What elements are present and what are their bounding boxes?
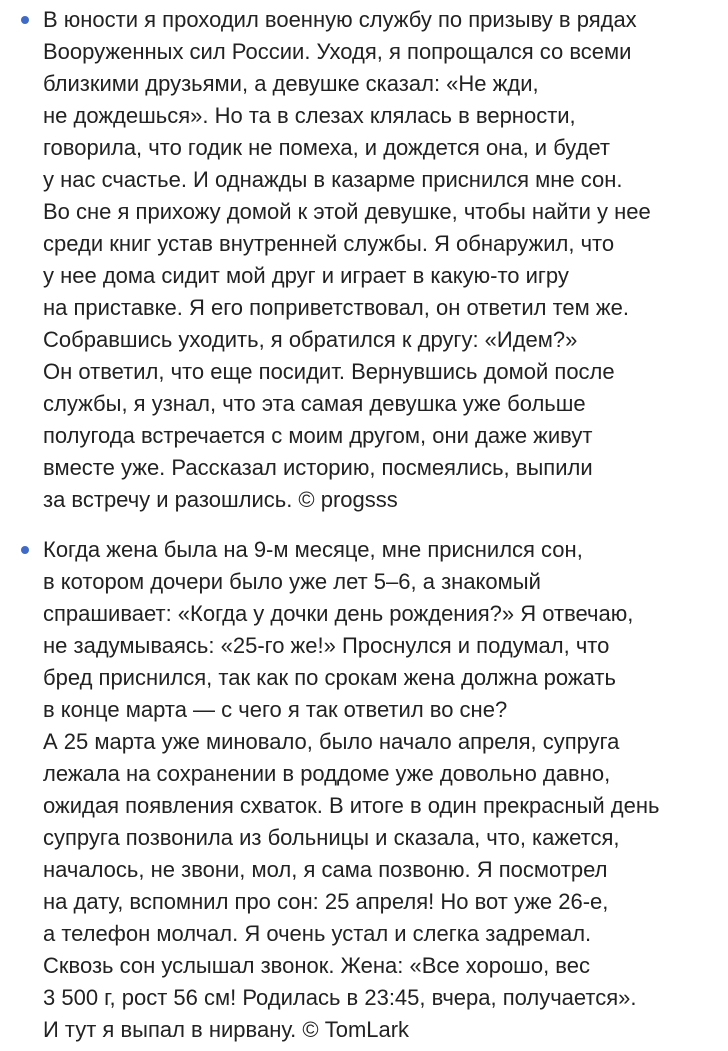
text-line: Он ответил, что еще посидит. Вернувшись домой после (43, 359, 615, 384)
text-line: вместе уже. Рассказал историю, посмеялись, выпили (43, 455, 593, 480)
text-line: бред приснился, так как по срокам жена должна рожать (43, 665, 616, 690)
text-line: полугода встречается с моим другом, они даже живут (43, 423, 593, 448)
text-line: 3 500 г, рост 56 см! Родилась в 23:45, вчера, получается». (43, 985, 637, 1010)
text-line: Во сне я прихожу домой к этой девушке, чтобы найти у нее (43, 199, 651, 224)
text-line: в котором дочери было уже лет 5–6, а знакомый (43, 569, 541, 594)
text-line: Собравшись уходить, я обратился к другу: «Идем?» (43, 327, 578, 352)
text-line: А 25 марта уже миновало, было начало апреля, супруга (43, 729, 620, 754)
text-line: говорила, что годик не помеха, и дождется она, и будет (43, 135, 610, 160)
text-line: не дождешься». Но та в слезах клялась в верности, (43, 103, 576, 128)
text-line: спрашивает: «Когда у дочки день рождения?» Я отвечаю, (43, 601, 634, 626)
text-line: на приставке. Я его поприветствовал, он ответил тем же. (43, 295, 629, 320)
text-line: ожидая появления схваток. В итоге в один прекрасный день (43, 793, 660, 818)
text-line: не задумываясь: «25-го же!» Проснулся и подумал, что (43, 633, 610, 658)
text-line: службы, я узнал, что эта самая девушка уже больше (43, 391, 586, 416)
text-line: в конце марта — с чего я так ответил во сне? (43, 697, 508, 722)
text-line: началось, не звони, мол, я сама позвоню. Я посмотрел (43, 857, 608, 882)
text-line: а телефон молчал. Я очень устал и слегка задремал. (43, 921, 592, 946)
story-text (43, 4, 728, 516)
text-line: лежала на сохранении в роддоме уже довольно давно, (43, 761, 611, 786)
text-line: Вооруженных сил России. Уходя, я попрощался со всеми (43, 39, 632, 64)
text-line: на дату, вспомнил про сон: 25 апреля! Но вот уже 26-е, (43, 889, 609, 914)
bullet-icon (21, 16, 29, 24)
text-line: супруга позвонила из больницы и сказала, что, кажется, (43, 825, 620, 850)
story-text (43, 534, 728, 1046)
text-line: среди книг устав внутренней службы. Я обнаружил, что (43, 231, 615, 256)
text-line: Когда жена была на 9-м месяце, мне приснился сон, (43, 537, 583, 562)
bullet-icon (21, 546, 29, 554)
text-line: у нее дома сидит мой друг и играет в какую-то игру (43, 263, 569, 288)
text-line: близкими друзьями, а девушке сказал: «Не жди, (43, 71, 539, 96)
text-line: Сквозь сон услышал звонок. Жена: «Все хорошо, вес (43, 953, 590, 978)
text-line: В юности я проходил военную службу по призыву в рядах (43, 7, 637, 32)
text-line: И тут я выпал в нирвану. © TomLark (43, 1017, 410, 1042)
text-line: у нас счастье. И однажды в казарме приснился мне сон. (43, 167, 623, 192)
text-line: за встречу и разошлись. © progsss (43, 487, 398, 512)
